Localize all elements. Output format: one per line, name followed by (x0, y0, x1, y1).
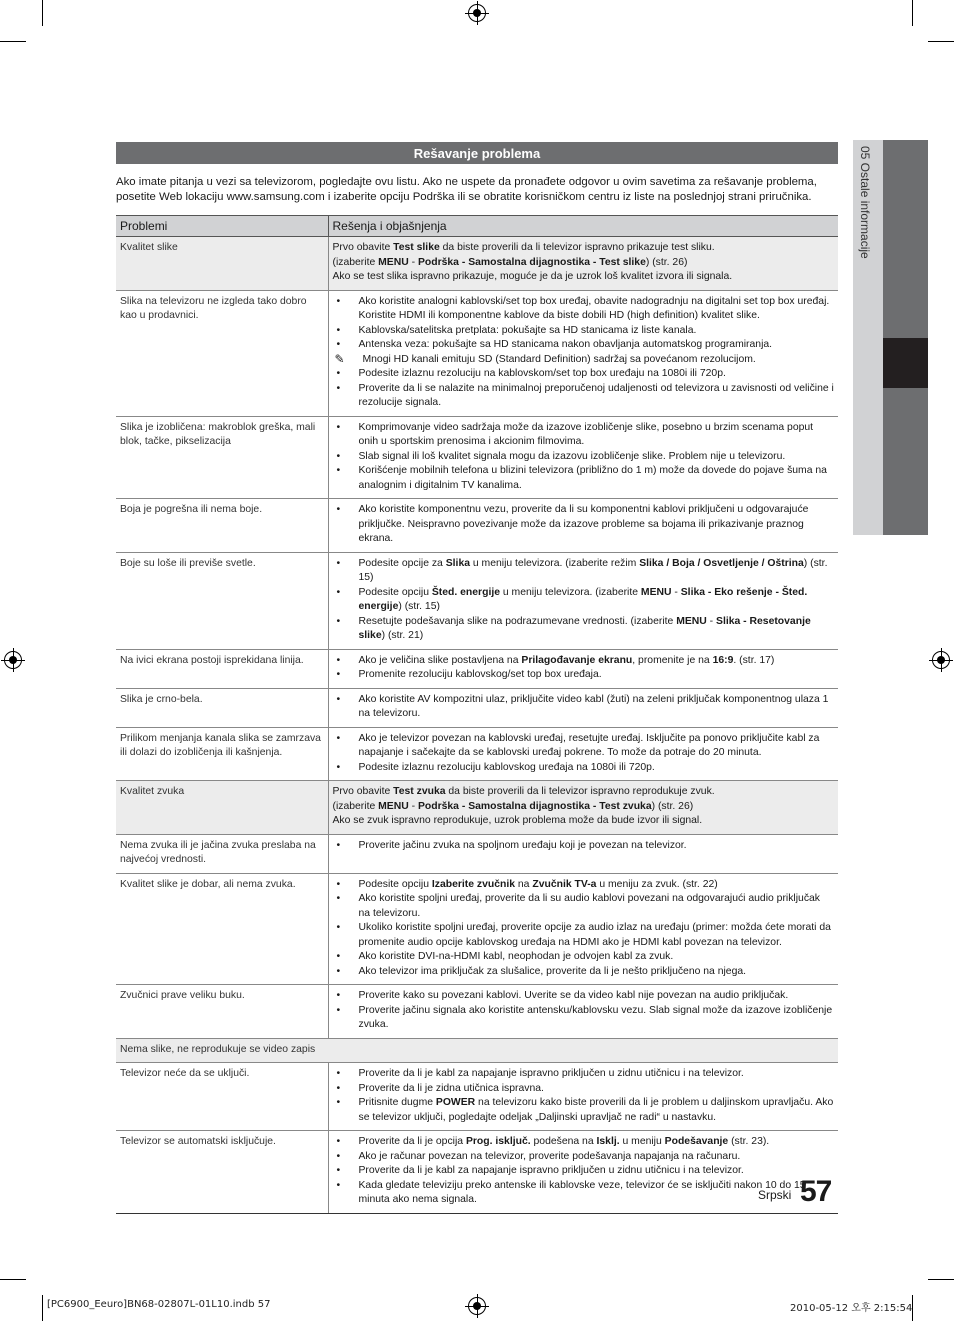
problem-cell: Nema slike, ne reprodukuje se video zapis (116, 1038, 838, 1063)
column-header-solutions: Rešenja i objašnjenja (328, 216, 838, 237)
table-row (116, 727, 838, 781)
crop-mark (0, 1279, 26, 1280)
problem-cell: Na ivici ekrana postoji isprekidana linija. (116, 649, 328, 688)
problem-cell: Zvučnici prave veliku buku. (116, 985, 328, 1039)
chapter-tab-marker (883, 338, 928, 388)
solution-cell: • Podesite opcije za Slika u meniju televizora. (izaberite režim Slika / Boja / Osvetljenje / Oštrina) (str. 15) • Podesite opciju Šted. energije u meniju televizora. (izaberite MENU - Slika - Eko rešenje - Šted. energije) (str. 15) • Resetujte podešavanja slike na podrazumevane vrednosti. (izaberite MENU - Slika - Resetovanje slike) (str. 21) (328, 552, 838, 649)
problem-cell: Kvalitet slike (116, 237, 328, 291)
table-row (116, 834, 838, 873)
solution-cell: • Ako koristite analogni kablovski/set top box uređaj, obavite nadogradnju na digitalni set top box uređaj. Koristite HDMI ili komponentne kablove da biste dobili HD (high definition) kvalitet slike. • Kablovska/satelitska pretplata: pokušajte sa HD stanicama iz liste kanala. • Antenska veza: pokušajte sa HD stanicama nakon obavljanja automatskog programiranja. ✎ Mnogi HD kanali emituju SD (Standard Definition) sadržaj sa povećanom rezolucijom. • Podesite izlaznu rezoluciju na kablovskom/set top box uređaju na 1080i ili 720p. • Proverite da li se nalazite na minimalnoj preporučenoj udaljenosti od televizora u zavisnosti od veličine i rezolucije signala. (328, 290, 838, 416)
solution-cell: • Ako koristite komponentnu vezu, proverite da li su komponentni kablovi priključeni u odgovarajuće priključke. Neispravno povezivanje može da izazove probleme sa bojama ili prikazivanje praznog ekrana. (328, 499, 838, 553)
problem-cell: Slika je crno-bela. (116, 688, 328, 727)
note-pencil-icon: ✎ (334, 351, 345, 366)
solution-cell: • Proverite jačinu zvuka na spoljnom uređaju koji je povezan na televizor. (328, 834, 838, 873)
table-row (116, 873, 838, 985)
page-number: 57 (800, 1175, 832, 1208)
solution-cell: • Proverite da li je opcija Prog. isključ. podešena na Isklj. u meniju Podešavanje (str. 23). • Ako je računar povezan na televizor, proverite podešavanja napajanja na računaru. • Proverite da li je kabl za napajanje ispravno priključen u zidnu utičnicu i na televizor. • Kada gledate televiziju preko antenske ili kablovske veze, televizor će se isključiti nakon 10 do 15 minuta ako nema signala. (328, 1131, 838, 1214)
table-row (116, 290, 838, 416)
print-imprint-file: [PC6900_Eeuro]BN68-02807L-01L10.indb 57 (47, 1299, 271, 1310)
problem-cell: Boje su loše ili previše svetle. (116, 552, 328, 649)
table-row (116, 649, 838, 688)
problem-cell: Televizor se automatski isključuje. (116, 1131, 328, 1214)
chapter-tab-band (883, 140, 928, 338)
column-header-problems: Problemi (116, 216, 328, 237)
intro-paragraph: Ako imate pitanja u vezi sa televizorom, pogledajte ovu listu. Ako ne uspete da pronađete odgovor u ovim savetima za rešavanje problema, posetite Web lokaciju www.samsung.com i izaberite opciju Podrška ili se obratite korisničkom centru iz liste na poslednjoj strani priručnika. (116, 176, 817, 203)
table-row (116, 416, 838, 499)
problem-cell: Kvalitet zvuka (116, 781, 328, 835)
registration-mark-icon (4, 651, 22, 669)
problem-cell: Nema zvuka ili je jačina zvuka preslaba na najvećoj vrednosti. (116, 834, 328, 873)
table-row (116, 781, 838, 835)
section-title: Rešavanje problema (116, 142, 838, 164)
table-row (116, 237, 838, 291)
problem-cell: Slika je izobličena: makroblok greška, mali blok, tačke, pikselizacija (116, 416, 328, 499)
table-row (116, 1063, 838, 1131)
registration-mark-icon (468, 4, 486, 22)
footer-language: Srpski (758, 1188, 792, 1202)
solution-cell: • Proverite kako su povezani kablovi. Uverite se da video kabl nije povezan na audio priključak. • Proverite jačinu signala ako koristite antensku/kablovsku vezu. Slab signal može da izazove izobličenje zvuka. (328, 985, 838, 1039)
table-row (116, 499, 838, 553)
registration-mark-icon (468, 1297, 486, 1315)
problem-cell: Slika na televizoru ne izgleda tako dobro kao u prodavnici. (116, 290, 328, 416)
table-header-row (116, 216, 838, 237)
problem-cell: Boja je pogrešna ili nema boje. (116, 499, 328, 553)
problem-cell: Kvalitet slike je dobar, ali nema zvuka. (116, 873, 328, 985)
crop-mark (928, 41, 954, 42)
solution-cell: • Ako je televizor povezan na kablovski uređaj, resetujte uređaj. Isključite pa ponovo priključite kabl za napajanje i sačekajte da se kablovski uređaj pokrene. To može da potraje do 20 minuta. • Podesite izlaznu rezoluciju kablovskog uređaja na 1080i ili 720p. (328, 727, 838, 781)
problem-cell: Prilikom menjanja kanala slika se zamrzava ili dolazi do izobličenja ili kašnjenja. (116, 727, 328, 781)
table-row (116, 985, 838, 1039)
print-imprint-date: 2010-05-12 오후 2:15:54 (790, 1303, 913, 1314)
solution-cell: • Podesite opciju Izaberite zvučnik na Zvučnik TV-a u meniju za zvuk. (str. 22) • Ako koristite spoljni uređaj, proverite da li su audio kablovi povezani na odgovarajući audio priključak na televizoru. • Ukoliko koristite spoljni uređaj, proverite opcije za audio izlaz na uređaju (primer: možda ćete morati da promenite audio opcije kablovskog uređaja na HDMI ako je HDMI kabl povezan na televizor. • Ako koristite DVI-na-HDMI kabl, neophodan je odvojen kabl za zvuk. • Ako televizor ima priključak za slušalice, proverite da li je nešto priključeno na njega. (328, 873, 838, 985)
crop-mark (0, 41, 26, 42)
crop-mark (42, 1295, 43, 1321)
chapter-tab-band (883, 388, 928, 535)
solution-cell: • Komprimovanje video sadržaja može da izazove izobličenje slike, posebno u brzim scenama poput onih u sportskim prenosima i akcionim filmovima. • Slab signal ili loš kvalitet signala mogu da izazovu izobličenje slike. Problem nije u televizoru. • Korišćenje mobilnih telefona u blizini televizora (približno do 1 m) može da dovede do pojave šuma na analognim i digitalnim TV kanalima. (328, 416, 838, 499)
crop-mark (42, 0, 43, 26)
table-row (116, 552, 838, 649)
solution-cell: • Proverite da li je kabl za napajanje ispravno priključen u zidnu utičnicu i na televizor. • Proverite da li je zidna utičnica ispravna. • Pritisnite dugme POWER na televizoru kako biste proverili da li je problem u daljinskom upravljaču. Ako se televizor uključi, pogledajte odeljak „Daljinski upravljač ne radi“ u nastavku. (328, 1063, 838, 1131)
solution-cell: • Ako koristite AV kompozitni ulaz, priključite video kabl (žuti) na zeleni priključak komponentnog ulaza 1 na televizoru. (328, 688, 838, 727)
table-row (116, 1131, 838, 1214)
problem-cell: Televizor neće da se uključi. (116, 1063, 328, 1131)
table-row (116, 1038, 838, 1063)
registration-mark-icon (932, 651, 950, 669)
troubleshooting-table (116, 215, 838, 1214)
crop-mark (912, 0, 913, 26)
solution-cell: Prvo obavite Test zvuka da biste proverili da li televizor ispravno reprodukuje zvuk. (izaberite MENU - Podrška - Samostalna dijagnostika - Test zvuka) (str. 26) Ako se zvuk ispravno reprodukuje, uzrok problema može da bude izvor ili signal. (328, 781, 838, 835)
crop-mark (928, 1279, 954, 1280)
solution-cell: • Ako je veličina slike postavljena na Prilagođavanje ekranu, promenite je na 16:9. (str. 17) • Promenite rezoluciju kablovskog/set top box uređaja. (328, 649, 838, 688)
table-row (116, 688, 838, 727)
solution-cell: Prvo obavite Test slike da biste proverili da li televizor ispravno prikazuje test sliku. (izaberite MENU - Podrška - Samostalna dijagnostika - Test slike) (str. 26) Ako se test slika ispravno prikazuje, moguće je da je uzrok loš kvalitet izvora ili signala. (328, 237, 838, 291)
chapter-label: 05 Ostale informacije (858, 146, 872, 259)
